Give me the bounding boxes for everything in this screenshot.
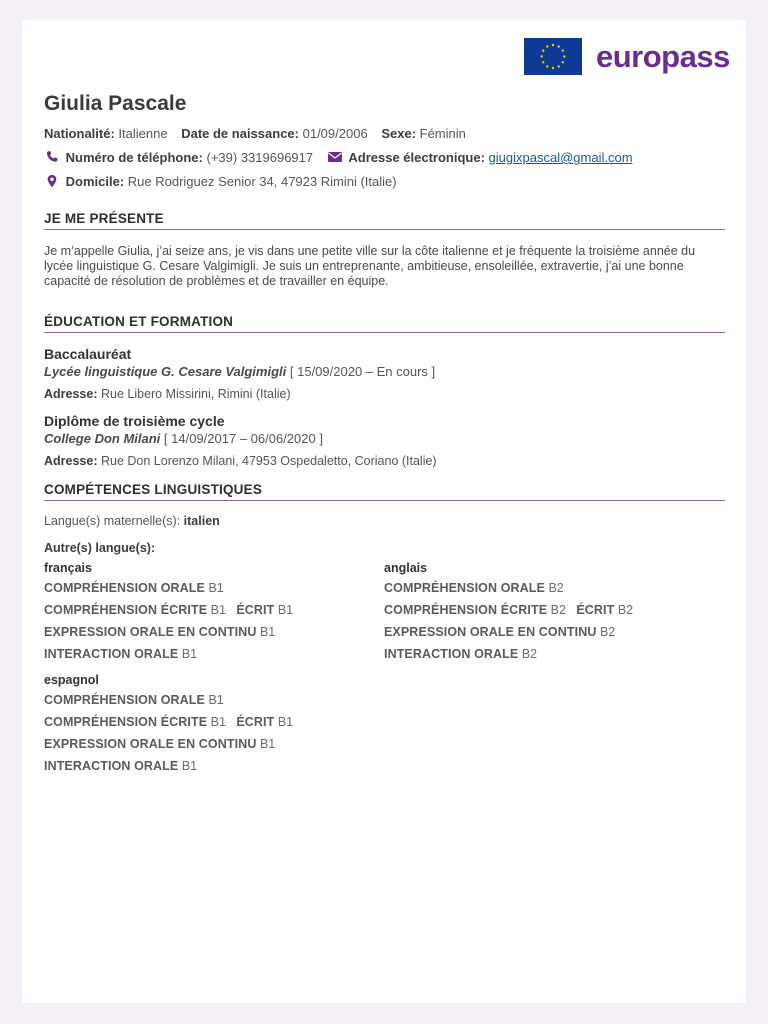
school-address bbox=[44, 386, 725, 402]
skill-production bbox=[384, 621, 724, 643]
school-name: Lycée linguistique G. Cesare Valgimigli bbox=[44, 364, 287, 379]
home-label: Domicile: bbox=[65, 174, 125, 189]
presentation-text: Je m’appelle Giulia, j’ai seize ans, je vis dans une petite ville sur la côte italienne et je fréquente la troisième année du lycée linguistique G. Cesare Valgimigli. Je suis un entreprenante, ambitieuse, ensoleillée, extravertie, j’ai une bonne capacité de résolution de problèmes et de travailler en équipe. bbox=[44, 244, 696, 288]
skill-level: B1 bbox=[210, 603, 226, 617]
language-name: anglais bbox=[384, 561, 428, 575]
skill-label: EXPRESSION ORALE EN CONTINU bbox=[44, 625, 257, 639]
personal-info-row bbox=[44, 122, 725, 146]
language-item bbox=[44, 559, 384, 665]
birth-value: 01/09/2006 bbox=[302, 126, 368, 141]
education-item bbox=[44, 412, 725, 469]
skill-label: ÉCRIT bbox=[236, 603, 275, 617]
skill-label: EXPRESSION ORALE EN CONTINU bbox=[44, 737, 257, 751]
nationality-label: Nationalité: bbox=[44, 126, 115, 141]
skill-level: B2 bbox=[617, 603, 634, 617]
address-label: Adresse: bbox=[44, 387, 98, 401]
language-name: français bbox=[44, 561, 92, 575]
skill-label: INTERACTION ORALE bbox=[384, 647, 519, 661]
section-title-presentation: JE ME PRÉSENTE bbox=[44, 210, 725, 230]
skill-level: B1 bbox=[208, 581, 224, 595]
mother-tongue-value: italien bbox=[183, 514, 220, 528]
address-value: Rue Libero Missirini, Rimini (Italie) bbox=[100, 387, 291, 401]
sex bbox=[381, 126, 466, 141]
email-label: Adresse électronique: bbox=[348, 150, 485, 165]
school-name: College Don Milani bbox=[44, 431, 161, 446]
skill-label: COMPRÉHENSION ORALE bbox=[44, 693, 205, 707]
skill-reading bbox=[384, 599, 724, 621]
skill-label: COMPRÉHENSION ÉCRITE bbox=[44, 715, 208, 729]
skill-level: B1 bbox=[208, 693, 224, 707]
school-line bbox=[44, 430, 725, 447]
envelope-icon bbox=[327, 150, 343, 164]
school-dates: [ 15/09/2020 – En cours ] bbox=[289, 364, 436, 379]
section-title-languages: COMPÉTENCES LINGUISTIQUES bbox=[44, 481, 725, 501]
school-dates: [ 14/09/2017 – 06/06/2020 ] bbox=[163, 431, 323, 446]
section-title-education: ÉDUCATION ET FORMATION bbox=[44, 313, 725, 333]
phone-value: (+39) 3319696917 bbox=[206, 150, 314, 165]
skill-label: EXPRESSION ORALE EN CONTINU bbox=[384, 625, 597, 639]
email-link[interactable]: giugixpascal@gmail.com bbox=[488, 150, 633, 165]
skill-label: COMPRÉHENSION ÉCRITE bbox=[384, 603, 548, 617]
skill-production bbox=[44, 733, 384, 755]
school-address bbox=[44, 453, 725, 469]
skill-level: B1 bbox=[277, 603, 294, 617]
nationality bbox=[44, 126, 171, 141]
phone bbox=[44, 150, 317, 165]
skill-level: B1 bbox=[259, 625, 276, 639]
skill-label: COMPRÉHENSION ORALE bbox=[384, 581, 545, 595]
skill-label: INTERACTION ORALE bbox=[44, 647, 179, 661]
skill-label: COMPRÉHENSION ORALE bbox=[44, 581, 205, 595]
mother-tongue bbox=[44, 514, 725, 528]
cv-content bbox=[44, 90, 725, 777]
phone-label: Numéro de téléphone: bbox=[65, 150, 203, 165]
degree-title: Diplôme de troisième cycle bbox=[44, 413, 225, 429]
language-item bbox=[384, 559, 724, 665]
phone-icon bbox=[44, 150, 60, 164]
mother-tongue-label: Langue(s) maternelle(s): bbox=[44, 514, 181, 528]
skill-level: B1 bbox=[259, 737, 276, 751]
skill-level: B2 bbox=[550, 603, 566, 617]
skill-label: ÉCRIT bbox=[576, 603, 615, 617]
address-value: Rue Don Lorenzo Milani, 47953 Ospedaletto, Coriano (Italie) bbox=[100, 454, 437, 468]
email bbox=[327, 150, 633, 165]
degree-title: Baccalauréat bbox=[44, 346, 132, 362]
sex-label: Sexe: bbox=[381, 126, 417, 141]
skill-level: B1 bbox=[210, 715, 226, 729]
skill-label: COMPRÉHENSION ÉCRITE bbox=[44, 603, 208, 617]
languages-grid bbox=[44, 559, 725, 665]
birth-date bbox=[181, 126, 371, 141]
school-line bbox=[44, 363, 725, 380]
home-value: Rue Rodriguez Senior 34, 47923 Rimini (Italie) bbox=[127, 174, 397, 189]
eu-flag-icon bbox=[524, 38, 582, 75]
skill-level: B2 bbox=[599, 625, 616, 639]
skill-level: B2 bbox=[521, 647, 538, 661]
skill-level: B1 bbox=[277, 715, 294, 729]
skill-interaction bbox=[384, 643, 724, 665]
address-label: Adresse: bbox=[44, 454, 98, 468]
skill-reading bbox=[44, 711, 384, 733]
skill-listening bbox=[384, 577, 724, 599]
other-languages-label bbox=[44, 541, 725, 555]
europass-logo bbox=[524, 38, 730, 75]
skill-level: B1 bbox=[181, 759, 198, 773]
nationality-value: Italienne bbox=[118, 126, 168, 141]
skill-interaction bbox=[44, 755, 384, 777]
person-name: Giulia Pascale bbox=[44, 92, 187, 115]
brand-name: europass bbox=[596, 39, 730, 74]
contact-row bbox=[44, 146, 725, 170]
birth-label: Date de naissance: bbox=[181, 126, 299, 141]
other-languages-label-text: Autre(s) langue(s): bbox=[44, 541, 156, 555]
skill-reading bbox=[44, 599, 384, 621]
skill-production bbox=[44, 621, 384, 643]
home-row bbox=[44, 170, 725, 194]
skill-label: INTERACTION ORALE bbox=[44, 759, 179, 773]
skill-interaction bbox=[44, 643, 384, 665]
education-item bbox=[44, 345, 725, 402]
location-pin-icon bbox=[44, 174, 60, 188]
skill-listening bbox=[44, 689, 384, 711]
skill-listening bbox=[44, 577, 384, 599]
skill-label: ÉCRIT bbox=[236, 715, 275, 729]
language-name: espagnol bbox=[44, 673, 99, 687]
skill-level: B2 bbox=[548, 581, 564, 595]
skill-level: B1 bbox=[181, 647, 198, 661]
language-item bbox=[44, 671, 384, 777]
next-page-top bbox=[22, 942, 746, 1003]
sex-value: Féminin bbox=[419, 126, 466, 141]
